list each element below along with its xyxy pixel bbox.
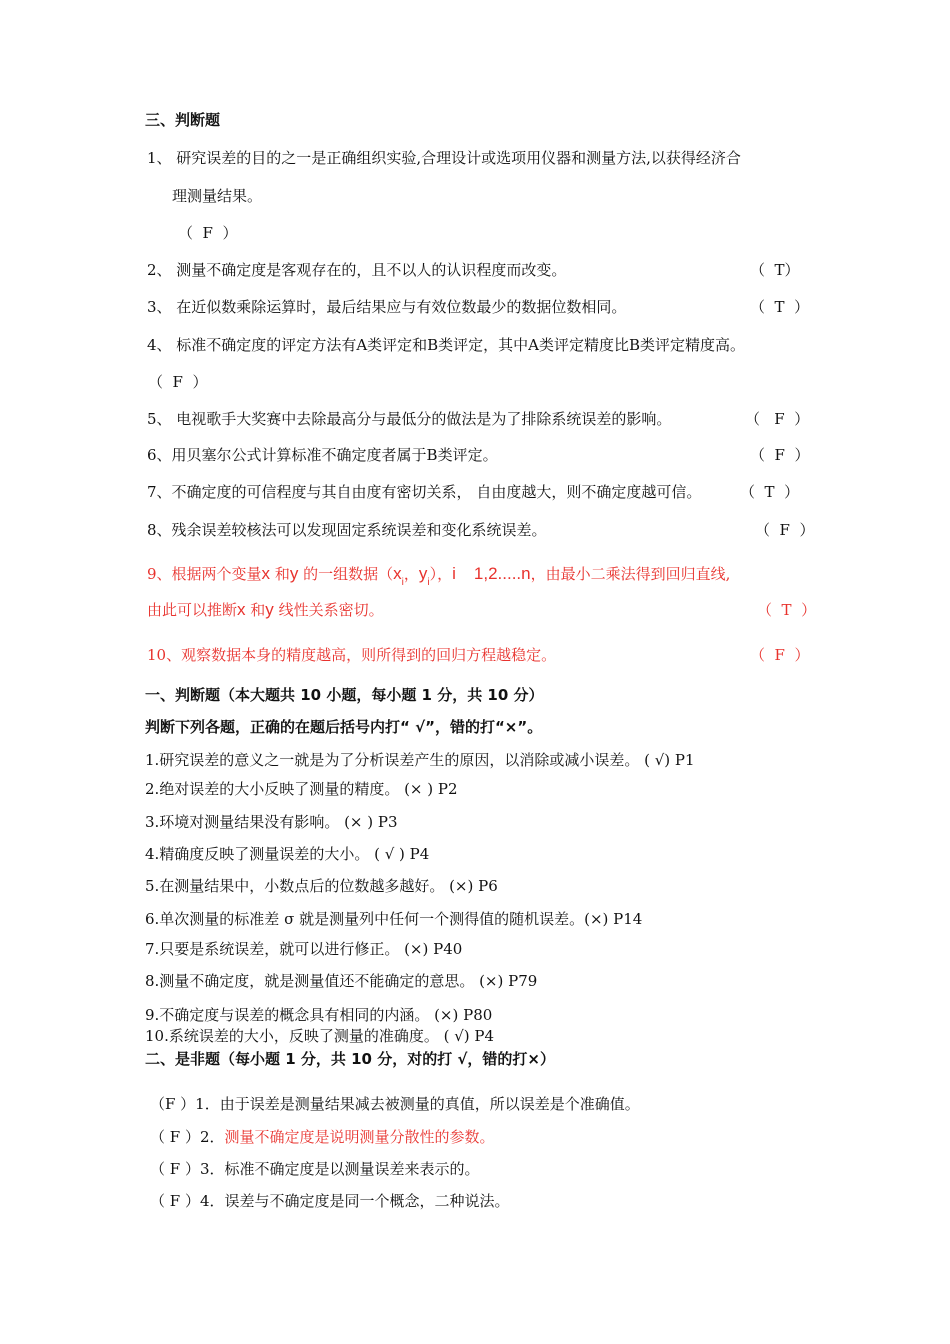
q7-text: 7、不确定度的可信程度与其自由度有密切关系， 自由度越大，则不确定度越可信。: [147, 483, 702, 501]
q9-part-b: 的一组数据（: [298, 565, 394, 583]
q9-line1: [147, 564, 730, 587]
section3-title: 三、判断题: [145, 111, 221, 129]
q9-line2-y: y: [265, 600, 274, 619]
q9-line2-a: 由此可以推断: [147, 601, 238, 619]
s1-item-2: 2.绝对误差的大小反映了测量的精度。 (× ) P2: [145, 780, 458, 798]
q5-text: 5、 电视歌手大奖赛中去除最高分与最低分的做法是为了排除系统误差的影响。: [147, 410, 672, 428]
q9-part-a: 9、根据两个变量: [147, 565, 262, 583]
s2-item-2: [150, 1127, 495, 1147]
q9-xi: x: [393, 564, 402, 583]
s2-item-4: （ F ）4．误差与不确定度是同一个概念，二种说法。: [150, 1192, 510, 1210]
q10-text: 10、观察数据本身的精度越高，则所得到的回归方程越稳定。: [147, 646, 557, 664]
q7-answer: （ T ）: [740, 483, 800, 501]
s2-item-1: （F ）1．由于误差是测量结果减去被测量的真值，所以误差是个准确值。: [150, 1095, 640, 1113]
q8-text: 8、残余误差较核法可以发现固定系统误差和变化系统误差。: [147, 521, 547, 539]
q9-line2: [147, 600, 384, 620]
q9-comma: ，: [403, 565, 419, 583]
q9-sub-i1: i: [401, 577, 404, 588]
section2-title: 二、是非题（每小题 1 分，共 10 分，对的打 √，错的打×）: [145, 1050, 555, 1068]
s1-item-5: 5.在测量结果中，小数点后的位数越多越好。 (×) P6: [145, 877, 498, 895]
q5-answer: （ F ）: [745, 410, 810, 428]
s2-item-2-prefix: （ F ）2．: [150, 1128, 225, 1146]
q2-text: 2、 测量不确定度是客观存在的，且不以人的认识程度而改变。: [147, 261, 567, 279]
q1-line1: 1、 研究误差的目的之一是正确组织实验,合理设计或选项用仪器和测量方法,以获得经济合: [147, 149, 741, 167]
q9-index-i: i: [452, 564, 456, 583]
q9-line2-b: 线性关系密切。: [273, 601, 384, 619]
q9-line2-x: x: [237, 600, 246, 619]
q4-answer: （ F ）: [148, 373, 208, 391]
s2-item-3: （ F ）3．标准不确定度是以测量误差来表示的。: [150, 1160, 480, 1178]
section1-title: 一、判断题（本大题共 10 小题，每小题 1 分，共 10 分）: [145, 686, 544, 704]
s1-item-6: 6.单次测量的标准差 σ 就是测量列中任何一个测得值的随机误差。(×) P14: [145, 910, 643, 928]
q9-var-x: x: [261, 564, 271, 583]
s1-item-7: 7.只要是系统误差，就可以进行修正。 (×) P40: [145, 940, 463, 958]
q9-yi: y: [418, 564, 428, 583]
s2-item-2-red-text: 测量不确定度是说明测量分散性的参数。: [224, 1128, 495, 1146]
q6-text: 6、用贝塞尔公式计算标准不确定度者属于B类评定。: [147, 446, 498, 464]
q9-line2-and: 和: [245, 601, 266, 619]
q3-text: 3、 在近似数乘除运算时，最后结果应与有效位数最少的数据位数相同。: [147, 298, 627, 316]
q3-answer: （ T ）: [750, 298, 810, 316]
q10-answer: （ F ）: [750, 646, 810, 664]
q9-sub-i2: i: [427, 577, 430, 588]
q9-answer: （ T ）: [757, 601, 817, 619]
q1-answer: （ F ）: [178, 224, 238, 242]
q4-text: 4、 标准不确定度的评定方法有A类评定和B类评定，其中A类评定精度比B类评定精度高。: [147, 336, 746, 354]
s1-item-10: 10.系统误差的大小，反映了测量的准确度。 ( √) P4: [145, 1027, 495, 1045]
q9-part-d: ，由最小二乘法得到回归直线,: [530, 565, 731, 583]
section1-instruction: 判断下列各题，正确的在题后括号内打“ √”，错的打“×”。: [145, 718, 543, 736]
q1-line2: 理测量结果。: [172, 187, 263, 205]
q8-answer: （ F ）: [755, 521, 815, 539]
q9-range: 1,2.....n: [473, 564, 531, 583]
s1-item-4: 4.精确度反映了测量误差的大小。 ( √ ) P4: [145, 845, 430, 863]
s1-item-1: 1.研究误差的意义之一就是为了分析误差产生的原因，以消除或减小误差。 ( √) P1: [145, 751, 695, 769]
q9-part-c: ），: [429, 565, 453, 583]
q9-var-y: y: [289, 564, 299, 583]
s1-item-3: 3.环境对测量结果没有影响。 (× ) P3: [145, 813, 398, 831]
q2-answer: （ T）: [750, 261, 800, 279]
q6-answer: （ F ）: [750, 446, 810, 464]
s1-item-8: 8.测量不确定度，就是测量值还不能确定的意思。 (×) P79: [145, 972, 538, 990]
q9-and: 和: [270, 565, 290, 583]
s1-item-9: 9.不确定度与误差的概念具有相同的内涵。 (×) P80: [145, 1006, 493, 1024]
